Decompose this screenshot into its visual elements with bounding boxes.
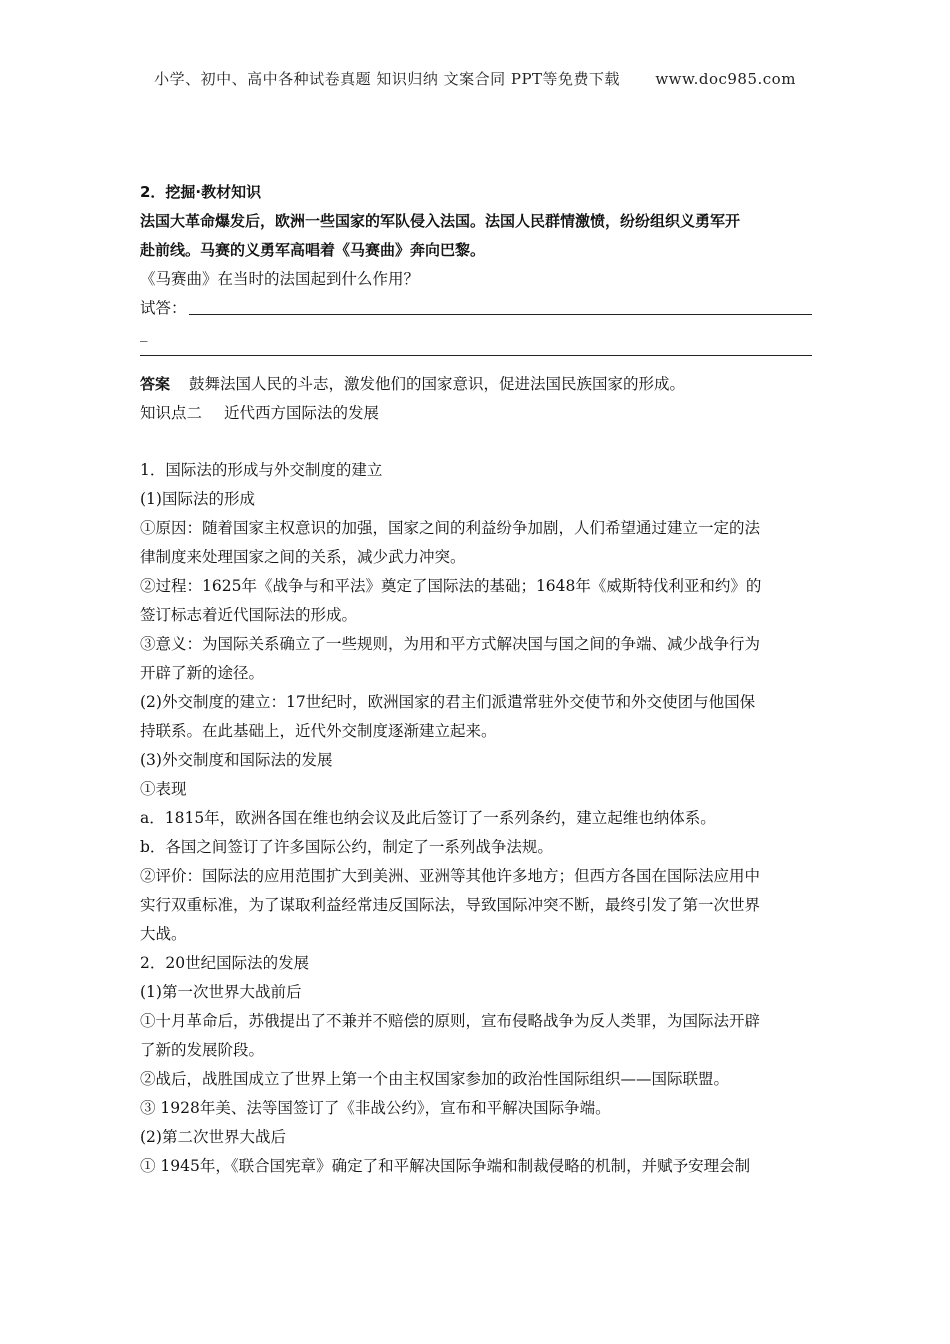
text-line: ③ 1928年美、法等国签订了《非战公约》，宣布和平解决国际争端。 — [140, 1099, 611, 1117]
text-line: (1)第一次世界大战前后 — [140, 983, 302, 1001]
text-line: 大战。 — [140, 925, 187, 943]
text-line: a．1815年，欧洲各国在维也纳会议及此后签订了一系列条约，建立起维也纳体系。 — [140, 809, 716, 827]
dash-mark: _ — [140, 324, 148, 342]
answer-label: 答案 — [140, 375, 171, 393]
text-line: (3)外交制度和国际法的发展 — [140, 751, 333, 769]
text-line: 2．20世纪国际法的发展 — [140, 954, 310, 972]
question: 《马赛曲》在当时的法国起到什么作用？ — [140, 270, 420, 288]
text-line: b．各国之间签订了许多国际公约，制定了一系列战争法规。 — [140, 838, 553, 856]
text-line: ③意义：为国际关系确立了一些规则，为用和平方式解决国与国之间的争端、减少战争行为 — [140, 635, 761, 653]
text-line: (2)第二次世界大战后 — [140, 1128, 286, 1146]
text-line: 了新的发展阶段。 — [140, 1041, 265, 1059]
text-line: ①原因：随着国家主权意识的加强，国家之间的利益纷争加剧，人们希望通过建立一定的法 — [140, 519, 761, 537]
text-line: 实行双重标准，为了谋取利益经常违反国际法，导致国际冲突不断，最终引发了第一次世界 — [140, 896, 761, 914]
text-line: ②评价：国际法的应用范围扩大到美洲、亚洲等其他许多地方；但西方各国在国际法应用中 — [140, 867, 761, 885]
text-line: ②战后，战胜国成立了世界上第一个由主权国家参加的政治性国际组织——国际联盟。 — [140, 1070, 730, 1088]
text-line: (2)外交制度的建立：17世纪时，欧洲国家的君主们派遣常驻外交使节和外交使团与他国保 — [140, 693, 756, 711]
try-label: 试答： — [140, 299, 187, 317]
answer-blank-line[interactable] — [189, 296, 812, 315]
answer-row — [140, 370, 812, 399]
material-line-2: 赴前线。马赛的义勇军高唱着《马赛曲》奔向巴黎。 — [140, 241, 486, 259]
try-answer-row — [140, 294, 812, 323]
document-body — [140, 178, 812, 1181]
header-text: 小学、初中、高中各种试卷真题 知识归纳 文案合同 PPT等免费下载 — [154, 70, 621, 88]
text-line: 开辟了新的途径。 — [140, 664, 265, 682]
header-site: www.doc985.com — [655, 70, 796, 88]
material-line-1: 法国大革命爆发后，欧洲一些国家的军队侵入法国。法国人民群情激愤，纷纷组织义勇军开 — [140, 212, 741, 230]
text-line: 律制度来处理国家之间的关系，减少武力冲突。 — [140, 548, 466, 566]
text-line: ①表现 — [140, 780, 187, 798]
answer-text: 鼓舞法国人民的斗志，激发他们的国家意识，促进法国民族国家的形成。 — [188, 375, 685, 393]
text-line: 持联系。在此基础上，近代外交制度逐渐建立起来。 — [140, 722, 497, 740]
text-line: (1)国际法的形成 — [140, 490, 255, 508]
text-line: 签订标志着近代国际法的形成。 — [140, 606, 358, 624]
section-heading: 2．挖掘·教材知识 — [140, 183, 262, 201]
page-header — [0, 68, 950, 89]
text-line: ① 1945年，《联合国宪章》确定了和平解决国际争端和制裁侵略的机制，并赋予安理会制 — [140, 1157, 751, 1175]
answer-blank-line-2[interactable] — [140, 343, 812, 356]
text-line: 1．国际法的形成与外交制度的建立 — [140, 461, 383, 479]
knowledge-point-name: 近代西方国际法的发展 — [224, 404, 380, 422]
text-line: ②过程：1625年《战争与和平法》奠定了国际法的基础；1648年《威斯特伐利亚和约》的 — [140, 577, 762, 595]
text-line: ①十月革命后，苏俄提出了不兼并不赔偿的原则，宣布侵略战争为反人类罪，为国际法开辟 — [140, 1012, 761, 1030]
knowledge-point-title — [140, 399, 812, 428]
knowledge-point-label: 知识点二 — [140, 404, 203, 422]
